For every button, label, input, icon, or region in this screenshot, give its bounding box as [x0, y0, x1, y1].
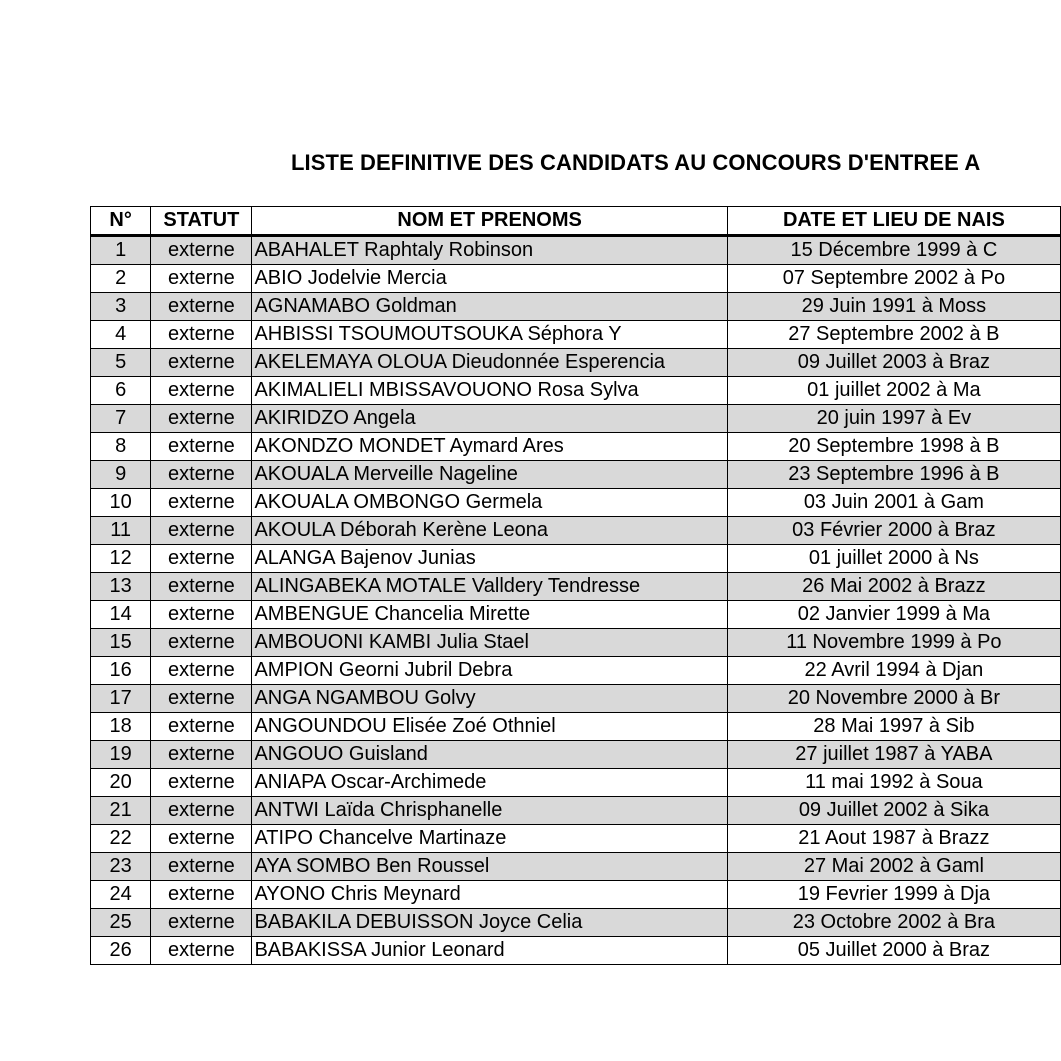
cell-date: 03 Février 2000 à Braz: [727, 517, 1060, 545]
cell-nom: AKOUALA Merveille Nageline: [252, 461, 727, 489]
cell-date: 05 Juillet 2000 à Braz: [727, 937, 1060, 965]
table-row: [91, 545, 1061, 573]
cell-statut: externe: [151, 321, 252, 349]
cell-statut: externe: [151, 349, 252, 377]
cell-statut: externe: [151, 293, 252, 321]
cell-date: 09 Juillet 2003 à Braz: [727, 349, 1060, 377]
cell-nom: ABIO Jodelvie Mercia: [252, 265, 727, 293]
cell-date: 01 juillet 2000 à Ns: [727, 545, 1060, 573]
cell-nom: AKIRIDZO Angela: [252, 405, 727, 433]
cell-date: 27 Septembre 2002 à B: [727, 321, 1060, 349]
table-row: [91, 769, 1061, 797]
table-row: [91, 657, 1061, 685]
cell-nom: ALANGA Bajenov Junias: [252, 545, 727, 573]
cell-num: 2: [91, 265, 151, 293]
cell-statut: externe: [151, 881, 252, 909]
cell-num: 25: [91, 909, 151, 937]
candidates-table: [90, 206, 1061, 965]
cell-date: 09 Juillet 2002 à Sika: [727, 797, 1060, 825]
cell-statut: externe: [151, 236, 252, 265]
cell-date: 28 Mai 1997 à Sib: [727, 713, 1060, 741]
cell-num: 17: [91, 685, 151, 713]
cell-nom: AGNAMABO Goldman: [252, 293, 727, 321]
cell-nom: AKIMALIELI MBISSAVOUONO Rosa Sylva: [252, 377, 727, 405]
table-row: [91, 825, 1061, 853]
cell-date: 11 mai 1992 à Soua: [727, 769, 1060, 797]
cell-num: 23: [91, 853, 151, 881]
cell-num: 26: [91, 937, 151, 965]
cell-nom: AKOUALA OMBONGO Germela: [252, 489, 727, 517]
cell-statut: externe: [151, 769, 252, 797]
table-row: [91, 377, 1061, 405]
cell-statut: externe: [151, 853, 252, 881]
table-row: [91, 293, 1061, 321]
cell-date: 11 Novembre 1999 à Po: [727, 629, 1060, 657]
table-row: [91, 265, 1061, 293]
table-row: [91, 321, 1061, 349]
cell-nom: ANTWI Laïda Chrisphanelle: [252, 797, 727, 825]
cell-date: 20 Novembre 2000 à Br: [727, 685, 1060, 713]
cell-num: 14: [91, 601, 151, 629]
cell-num: 6: [91, 377, 151, 405]
cell-date: 02 Janvier 1999 à Ma: [727, 601, 1060, 629]
cell-nom: AYA SOMBO Ben Roussel: [252, 853, 727, 881]
cell-statut: externe: [151, 629, 252, 657]
cell-num: 5: [91, 349, 151, 377]
column-header-nom: NOM ET PRENOMS: [252, 207, 727, 236]
cell-num: 9: [91, 461, 151, 489]
cell-date: 01 juillet 2002 à Ma: [727, 377, 1060, 405]
cell-statut: externe: [151, 937, 252, 965]
table-row: [91, 629, 1061, 657]
cell-num: 4: [91, 321, 151, 349]
table-row: [91, 461, 1061, 489]
table-row: [91, 601, 1061, 629]
cell-statut: externe: [151, 461, 252, 489]
cell-statut: externe: [151, 685, 252, 713]
cell-nom: ANGA NGAMBOU Golvy: [252, 685, 727, 713]
cell-num: 22: [91, 825, 151, 853]
cell-nom: ANGOUNDOU Elisée Zoé Othniel: [252, 713, 727, 741]
cell-statut: externe: [151, 489, 252, 517]
table-row: [91, 713, 1061, 741]
cell-date: 29 Juin 1991 à Moss: [727, 293, 1060, 321]
table-row: [91, 405, 1061, 433]
cell-num: 15: [91, 629, 151, 657]
table-row: [91, 349, 1061, 377]
cell-nom: BABAKISSA Junior Leonard: [252, 937, 727, 965]
cell-nom: ATIPO Chancelve Martinaze: [252, 825, 727, 853]
cell-num: 18: [91, 713, 151, 741]
cell-num: 7: [91, 405, 151, 433]
table-row: [91, 685, 1061, 713]
cell-num: 21: [91, 797, 151, 825]
table-row: [91, 881, 1061, 909]
cell-num: 16: [91, 657, 151, 685]
cell-statut: externe: [151, 909, 252, 937]
cell-date: 19 Fevrier 1999 à Dja: [727, 881, 1060, 909]
cell-nom: AYONO Chris Meynard: [252, 881, 727, 909]
cell-nom: ABAHALET Raphtaly Robinson: [252, 236, 727, 265]
cell-nom: AKOULA Déborah Kerène Leona: [252, 517, 727, 545]
cell-nom: ALINGABEKA MOTALE Valldery Tendresse: [252, 573, 727, 601]
document-title: LISTE DEFINITIVE DES CANDIDATS AU CONCOURS D'ENTREE A: [291, 150, 981, 175]
cell-num: 13: [91, 573, 151, 601]
cell-nom: ANIAPA Oscar-Archimede: [252, 769, 727, 797]
cell-date: 03 Juin 2001 à Gam: [727, 489, 1060, 517]
cell-num: 1: [91, 236, 151, 265]
cell-statut: externe: [151, 713, 252, 741]
cell-date: 20 juin 1997 à Ev: [727, 405, 1060, 433]
cell-num: 11: [91, 517, 151, 545]
cell-num: 12: [91, 545, 151, 573]
table-body: [91, 236, 1061, 965]
cell-date: 23 Octobre 2002 à Bra: [727, 909, 1060, 937]
table-row: [91, 909, 1061, 937]
cell-num: 19: [91, 741, 151, 769]
cell-statut: externe: [151, 657, 252, 685]
table-row: [91, 741, 1061, 769]
cell-nom: AHBISSI TSOUMOUTSOUKA Séphora Y: [252, 321, 727, 349]
cell-nom: AKONDZO MONDET Aymard Ares: [252, 433, 727, 461]
cell-nom: AMBENGUE Chancelia Mirette: [252, 601, 727, 629]
column-header-statut: STATUT: [151, 207, 252, 236]
cell-date: 27 Mai 2002 à Gaml: [727, 853, 1060, 881]
cell-nom: AMPION Georni Jubril Debra: [252, 657, 727, 685]
cell-date: 21 Aout 1987 à Brazz: [727, 825, 1060, 853]
cell-date: 27 juillet 1987 à YABA: [727, 741, 1060, 769]
cell-nom: AMBOUONI KAMBI Julia Stael: [252, 629, 727, 657]
table-row: [91, 853, 1061, 881]
cell-date: 22 Avril 1994 à Djan: [727, 657, 1060, 685]
cell-statut: externe: [151, 545, 252, 573]
cell-nom: BABAKILA DEBUISSON Joyce Celia: [252, 909, 727, 937]
cell-date: 26 Mai 2002 à Brazz: [727, 573, 1060, 601]
cell-num: 24: [91, 881, 151, 909]
cell-statut: externe: [151, 741, 252, 769]
cell-statut: externe: [151, 573, 252, 601]
cell-statut: externe: [151, 797, 252, 825]
cell-date: 07 Septembre 2002 à Po: [727, 265, 1060, 293]
table-row: [91, 489, 1061, 517]
table-row: [91, 236, 1061, 265]
cell-nom: AKELEMAYA OLOUA Dieudonnée Esperencia: [252, 349, 727, 377]
table-header-row: [91, 207, 1061, 236]
cell-statut: externe: [151, 601, 252, 629]
cell-num: 8: [91, 433, 151, 461]
cell-nom: ANGOUO Guisland: [252, 741, 727, 769]
cell-statut: externe: [151, 405, 252, 433]
cell-statut: externe: [151, 377, 252, 405]
cell-statut: externe: [151, 825, 252, 853]
table-row: [91, 433, 1061, 461]
cell-num: 20: [91, 769, 151, 797]
cell-statut: externe: [151, 265, 252, 293]
column-header-num: N°: [91, 207, 151, 236]
cell-statut: externe: [151, 517, 252, 545]
table-row: [91, 517, 1061, 545]
cell-date: 15 Décembre 1999 à C: [727, 236, 1060, 265]
table-row: [91, 573, 1061, 601]
cell-statut: externe: [151, 433, 252, 461]
cell-num: 3: [91, 293, 151, 321]
column-header-date: DATE ET LIEU DE NAIS: [727, 207, 1060, 236]
cell-num: 10: [91, 489, 151, 517]
table-row: [91, 937, 1061, 965]
table-row: [91, 797, 1061, 825]
cell-date: 23 Septembre 1996 à B: [727, 461, 1060, 489]
cell-date: 20 Septembre 1998 à B: [727, 433, 1060, 461]
